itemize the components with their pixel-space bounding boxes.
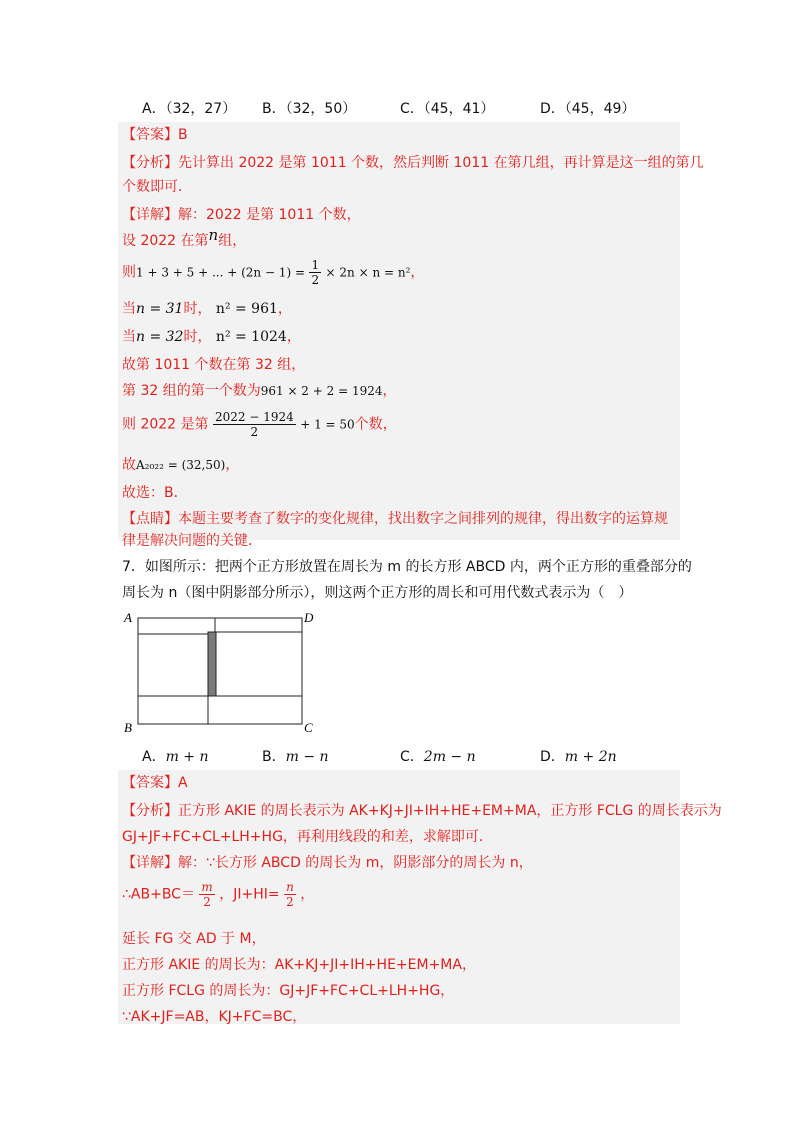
q7-ab-pre: ∴AB+BC＝ [122, 886, 195, 903]
shaded-overlap [208, 632, 216, 696]
q6-sum-frac [309, 258, 321, 287]
q6-set-n-post: 组， [218, 233, 247, 249]
q6-sum-rhs: × 2n × n = n² [325, 265, 411, 280]
q6-pos-den: 2 [250, 425, 259, 439]
q6-option-b: B．（32，50） [262, 101, 357, 117]
q7-option-b-letter: B． [262, 749, 286, 765]
q6-choose: 故选：B． [122, 485, 188, 501]
q7-stem-line1: 7．如图所示：把两个正方形放置在周长为 m 的长方形 ABCD 内，两个正方形的重叠部分的 [122, 559, 692, 575]
q6-pos-rhs: + 1 = 50 [300, 417, 355, 432]
q6-pos-num: 2022 − 1924 [214, 410, 294, 424]
label-a: A [124, 610, 132, 625]
q7-option-c-letter: C． [400, 749, 424, 765]
q6-result [122, 454, 239, 474]
q7-analysis-line1: 【分析】正方形 AKIE 的周长表示为 AK+KJ+JI+IH+HE+EM+MA，正方形 FCLG 的周长表示为 [122, 803, 722, 819]
q6-sum-pre: 则 [122, 264, 136, 281]
label-d: D [304, 610, 314, 625]
q6-first-post: ， [382, 383, 397, 399]
q6-analysis-line2: 个数即可． [122, 179, 192, 195]
q7-option-a [142, 746, 209, 766]
q7-since: ∵AK+JF=AB，KJ+FC=BC， [122, 1009, 307, 1025]
q7-ab-mid: ，JI+HI= [219, 886, 280, 903]
q6-when31-math: n = 31 [136, 301, 184, 317]
q6-when32-mid: 时， [183, 329, 212, 345]
q7-detail: 【详解】解：∵长方形 ABCD 的周长为 m，阴影部分的周长为 n， [122, 855, 533, 871]
q7-option-c [400, 746, 476, 766]
q7-option-d-expr: m + 2n [564, 749, 617, 765]
label-c: C [304, 720, 313, 734]
q6-result-post: ， [225, 457, 240, 473]
q6-option-a: A．（32，27） [142, 101, 237, 117]
square-right [215, 618, 302, 696]
q6-when32-val: n² = 1024 [215, 329, 287, 345]
q6-pos-post: 个数， [354, 416, 397, 433]
q7-answer: 【答案】A [122, 775, 188, 791]
q6-set-n-var: n [208, 226, 219, 244]
q7-analysis-line2: GJ+JF+FC+CL+LH+HG，再利用线段的和差，求解即可． [122, 829, 493, 845]
q6-when31-mid: 时， [183, 301, 212, 317]
q6-when-31 [122, 298, 292, 318]
q7-akie: 正方形 AKIE 的周长为：AK+KJ+JI+IH+HE+EM+MA， [122, 957, 476, 973]
q7-ab-frac [199, 880, 214, 909]
q6-comment-line2: 律是解决问题的关键． [122, 533, 262, 549]
q6-detail-title: 【详解】解：2022 是第 1011 个数， [122, 207, 361, 223]
q6-position [122, 410, 397, 439]
q6-result-math: A₂₀₂₂ = (32,50) [136, 458, 226, 472]
q7-fclg: 正方形 FCLG 的周长为：GJ+JF+FC+CL+LH+HG， [122, 983, 455, 999]
q6-when31-post: ， [277, 301, 292, 317]
q7-option-d-letter: D． [540, 749, 565, 765]
q7-option-c-expr: 2m − n [423, 749, 476, 765]
q7-option-a-expr: m + n [165, 749, 209, 765]
q6-result-pre: 故 [122, 457, 136, 473]
q6-first-number [122, 380, 396, 400]
q7-option-a-letter: A． [142, 749, 166, 765]
q7-option-b [262, 746, 329, 766]
q6-pos-frac [213, 410, 296, 439]
q6-pos-pre: 则 2022 是第 [122, 416, 209, 433]
q6-when32-post: ， [286, 329, 301, 345]
q7-stem-line2: 周长为 n（图中阴影部分所示），则这两个正方形的周长和可用代数式表示为（ ） [122, 585, 633, 601]
q6-option-d: D．（45，49） [540, 101, 636, 117]
q6-sum-frac-den: 2 [311, 273, 320, 287]
q6-set-n [122, 226, 247, 250]
q6-option-c: C．（45，41） [400, 101, 495, 117]
q7-ji-num: n [286, 880, 294, 894]
q7-ji-frac [284, 880, 296, 909]
q6-sum-post: ， [410, 264, 425, 281]
q7-ab-post: ， [300, 886, 315, 903]
q7-extend: 延长 FG 交 AD 于 M， [122, 931, 266, 947]
q6-when32-math: n = 32 [136, 329, 184, 345]
q7-ab-num: m [201, 880, 213, 894]
q7-ab-bc [122, 880, 314, 909]
q6-group-32: 故第 1011 个数在第 32 组， [122, 357, 306, 373]
square-left [138, 634, 208, 724]
q6-set-n-pre: 设 2022 在第 [122, 233, 209, 249]
q6-answer: 【答案】B [122, 127, 188, 143]
q6-when32-pre: 当 [122, 329, 136, 345]
q7-option-b-expr: m − n [285, 749, 329, 765]
q6-analysis-line1: 【分析】先计算出 2022 是第 1011 个数，然后判断 1011 在第几组，再计算是这一组的第几 [122, 155, 704, 171]
q6-first-math: 961 × 2 + 2 = 1924 [260, 384, 383, 398]
q6-sum-lhs: 1 + 3 + 5 + ... + (2n − 1) = [136, 265, 305, 280]
q7-figure [120, 608, 320, 734]
q6-comment-line1: 【点睛】本题主要考查了数字的变化规律，找出数字之间排列的规律，得出数字的运算规 [122, 511, 668, 527]
q6-when31-pre: 当 [122, 301, 136, 317]
q6-when31-val: n² = 961 [215, 301, 278, 317]
q6-sum-frac-num: 1 [311, 258, 320, 272]
q7-option-d [540, 746, 617, 766]
q7-ab-den: 2 [203, 895, 211, 909]
label-b: B [124, 720, 132, 734]
q6-sum-line [122, 258, 424, 287]
q7-ji-den: 2 [286, 895, 294, 909]
q6-first-pre: 第 32 组的第一个数为 [122, 383, 261, 399]
q6-when-32 [122, 326, 301, 346]
